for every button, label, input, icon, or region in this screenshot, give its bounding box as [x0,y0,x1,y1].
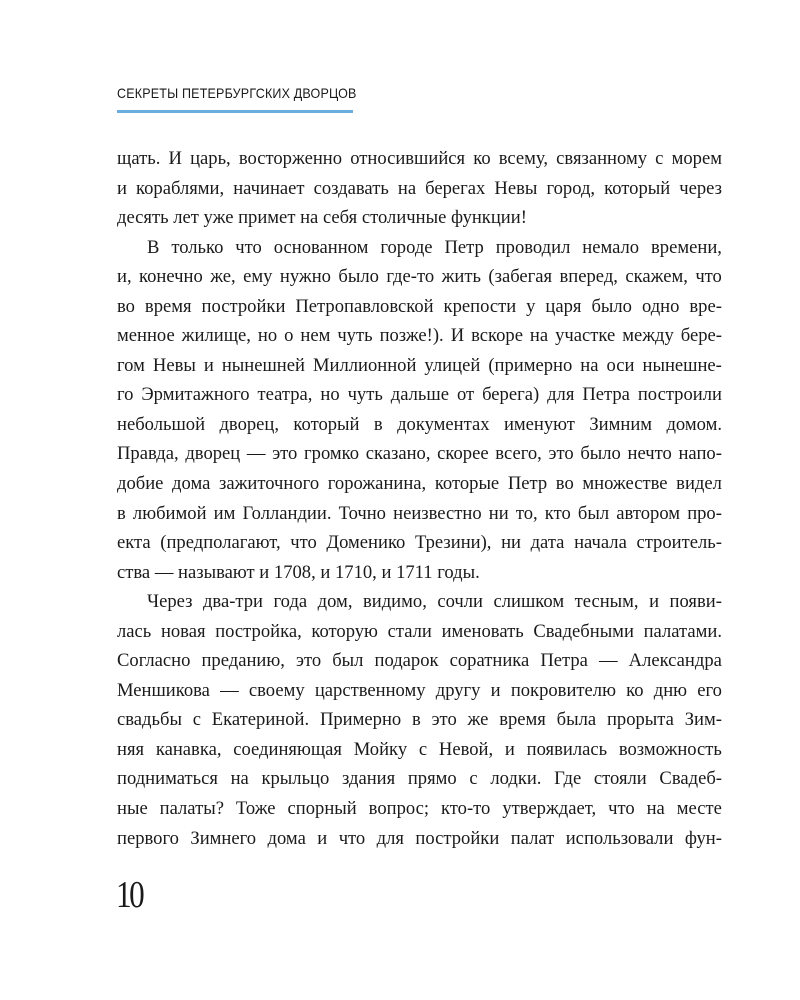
text-line: екта (предполагают, что Доменико Трезини), ни дата начала строитель- [117,532,722,554]
running-head [117,86,357,113]
text-line: и, конечно же, ему нужно было где-то жить (забегая вперед, скажем, что [117,266,722,288]
text-line: менное жилище, но о нем чуть позже!). И вскоре на участке между бере- [117,325,722,347]
text-line: лась новая постройка, которую стали именовать Свадебными палатами. [117,620,722,642]
text-line: десять лет уже примет на себя столичные функции! [117,207,527,229]
text-line: первого Зимнего дома и что для постройки палат использовали фун- [117,827,722,849]
text-line: в любимой им Голландии. Точно неизвестно ни то, кто был автором про- [117,502,722,524]
text-line: го Эрмитажного театра, но чуть дальше от берега) для Петра построили [117,384,722,406]
text-line: ства — называют и 1708, и 1710, и 1711 годы. [117,561,480,583]
text-line: Через два-три года дом, видимо, сочли слишком тесным, и появи- [147,591,722,613]
page-number: 10 [116,874,143,916]
body-text [117,144,722,853]
text-line: подниматься на крыльцо здания прямо с лодки. Где стояли Свадеб- [117,768,722,790]
text-line: гом Невы и нынешней Миллионной улицей (примерно на оси нынешне- [117,354,722,376]
text-line: няя канавка, соединяющая Мойку с Невой, и появилась возможность [117,738,722,760]
text-line: Правда, дворец — это громко сказано, скорее всего, это было нечто напо- [117,443,722,465]
text-line: и кораблями, начинает создавать на берегах Невы город, который через [117,177,722,199]
text-line: небольшой дворец, который в документах именуют Зимним домом. [117,413,722,435]
running-head-title: СЕКРЕТЫ ПЕТЕРБУРГСКИХ ДВОРЦОВ [117,86,357,101]
text-line: свадьбы с Екатериной. Примерно в это же время была прорыта Зим- [117,709,722,731]
text-line: во время постройки Петропавловской крепости у царя было одно вре- [117,295,722,317]
text-line: щать. И царь, восторженно относившийся ко всему, связанному с морем [117,148,722,169]
text-line: В только что основанном городе Петр проводил немало времени, [147,236,722,258]
text-line: Согласно преданию, это был подарок соратника Петра — Александра [117,650,722,672]
running-head-rule [117,110,353,113]
text-line: добие дома зажиточного горожанина, которые Петр во множестве видел [117,473,722,495]
text-line: ные палаты? Тоже спорный вопрос; кто-то утверждает, что на месте [117,798,722,820]
text-line: Меншикова — своему царственному другу и покровителю ко дню его [117,679,722,701]
